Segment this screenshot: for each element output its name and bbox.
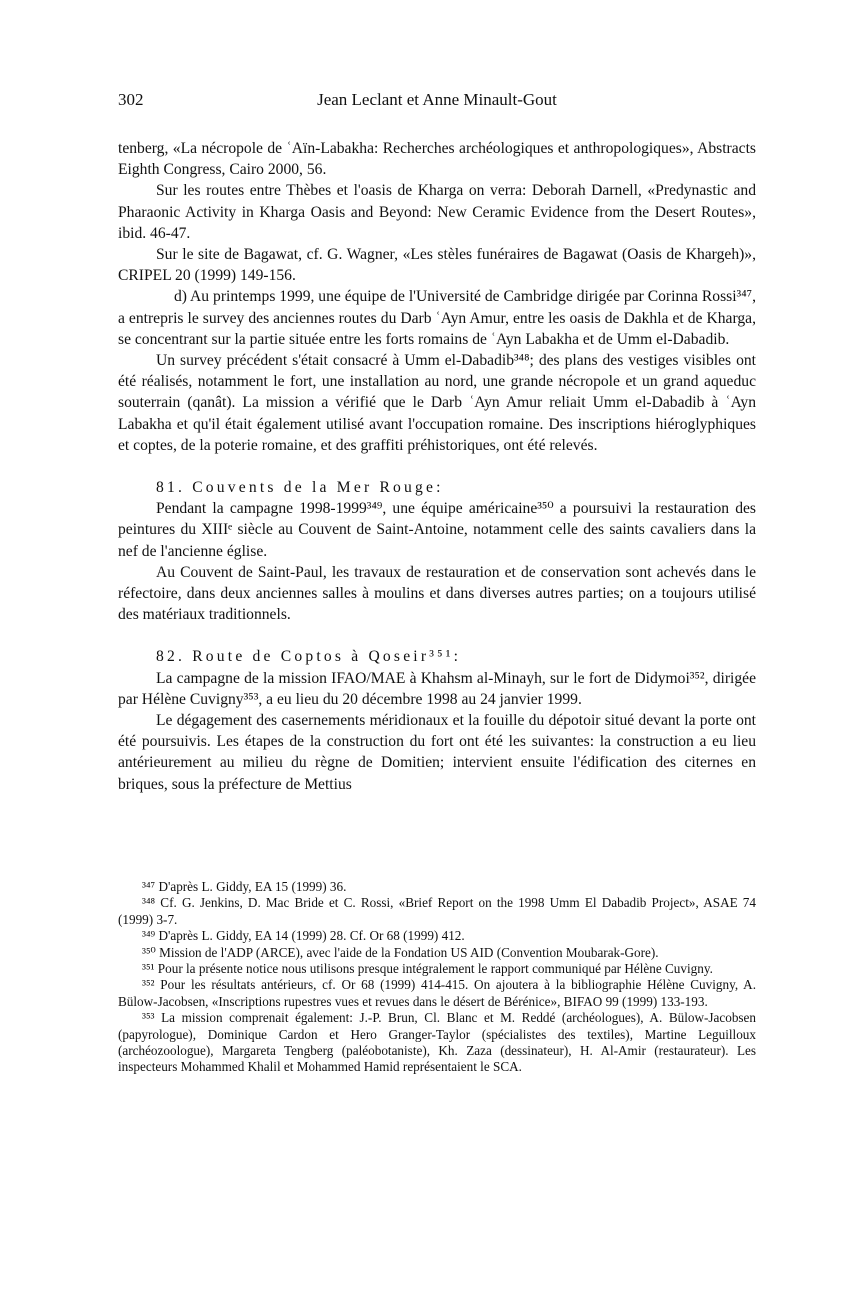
paragraph: Pendant la campagne 1998-1999³⁴⁹, une équipe américaine³⁵⁰ a poursuivi la restauration des peintures du XIIIᵉ siècle au Couvent de Saint-Antoine, notamment celle des saints cavaliers dans la nef de l'ancienne église. [118,500,756,560]
section-heading: 82. Route de Coptos à Qoseir³⁵¹: [156,648,462,666]
page-header [118,90,756,114]
footnotes [118,879,756,1076]
paragraph: La campagne de la mission IFAO/MAE à Khahsm al-Minayh, sur le fort de Didymoi³⁵², dirigée par Hélène Cuvigny³⁵³, a eu lieu du 20 décembre 1998 au 24 janvier 1999. [118,669,756,708]
footnote: ³⁵⁰ Mission de l'ADP (ARCE), avec l'aide de la Fondation US AID (Convention Moubarak-Gore). [142,944,659,960]
footnote: ³⁴⁸ Cf. G. Jenkins, D. Mac Bride et C. Rossi, «Brief Report on the 1998 Umm El Dabadib Project», ASAE 74 (1999) 3-7. [118,895,756,927]
footnote: ³⁴⁷ D'après L. Giddy, EA 15 (1999) 36. [142,879,347,894]
page-number: 302 [118,90,144,109]
footnote: ³⁵¹ Pour la présente notice nous utilisons presque intégralement le rapport communiqué par Hélène Cuvigny. [142,961,713,977]
paragraph: d) Au printemps 1999, une équipe de l'Université de Cambridge dirigée par Corinna Rossi³⁴⁷, a entrepris le survey des anciennes routes du Darb ʿAyn Amur, entre les oasis de Dakhla et de Kharga, se concentrant sur la partie située entre les forts romains de ʿAyn Labakha et de Umm el-Dabadib. [118,288,756,348]
paragraph: Un survey précédent s'était consacré à Umm el-Dabadib³⁴⁸; des plans des vestiges visibles ont été réalisés, notamment le fort, une installation au nord, une grande nécropole et un grand aqueduc souterrain (qanât). La mission a vérifié que le Darb ʿAyn Amur reliait Umm el-Dabadib à ʿAyn Labakha et qu'il était également utilisé avant l'occupation romaine. Des inscriptions hiéroglyphiques et coptes, de la poterie romaine, et des graffiti préhistoriques, ont été relevés. [118,352,756,454]
paragraph: Sur les routes entre Thèbes et l'oasis de Kharga on verra: Deborah Darnell, «Predynastic and Pharaonic Activity in Kharga Oasis and Beyond: New Ceramic Evidence from the Desert Routes», ibid. 46-47. [118,182,756,242]
paragraph: Le dégagement des casernements méridionaux et la fouille du dépotoir situé devant la porte ont été poursuivis. Les étapes de la construction du fort ont été les suivantes: la construction a eu lieu antérieurement au milieu du règne de Domitien; intervient ensuite l'édification des citernes en briques, sous la préfecture de Mettius [118,712,756,793]
section-heading: 81. Couvents de la Mer Rouge: [156,479,444,497]
footnote: ³⁵³ La mission comprenait également: J.-P. Brun, Cl. Blanc et M. Reddé (archéologues), A. Bülow-Jacobsen (papyrologue), Dominique Cardon et Hero Granger-Taylor (spécialistes des textiles), Martine Leguilloux (archéozoologue), Margareta Tengberg (paléobotaniste), Kh. Zaza (dessinateur), H. Al-Amir (restaurateur). Les inspecteurs Mohammed Khalil et Mohammed Hamid représentaient le SCA. [118,1010,756,1075]
footnote: ³⁵² Pour les résultats antérieurs, cf. Or 68 (1999) 414-415. On ajoutera à la bibliographie Hélène Cuvigny, A. Bülow-Jacobsen, «Inscriptions rupestres vues et revues dans le désert de Bérénice», BIFAO 99 (1999) 133-193. [118,977,756,1009]
running-title: Jean Leclant et Anne Minault-Gout [317,90,557,109]
paragraph: Au Couvent de Saint-Paul, les travaux de restauration et de conservation sont achevés dans le réfectoire, dans deux anciennes salles à moulins et dans diverses autres parties; on a toujours utilisé des matériaux traditionnels. [118,563,756,624]
paragraph: tenberg, «La nécropole de ʿAïn-Labakha: Recherches archéologiques et anthropologiques», Abstracts Eighth Congress, Cairo 2000, 56. [118,140,756,179]
page-content [118,90,756,1075]
footnote: ³⁴⁹ D'après L. Giddy, EA 14 (1999) 28. Cf. Or 68 (1999) 412. [142,928,465,944]
paragraph: Sur le site de Bagawat, cf. G. Wagner, «Les stèles funéraires de Bagawat (Oasis de Khargeh)», CRIPEL 20 (1999) 149-156. [118,246,756,285]
body-text [118,138,756,795]
